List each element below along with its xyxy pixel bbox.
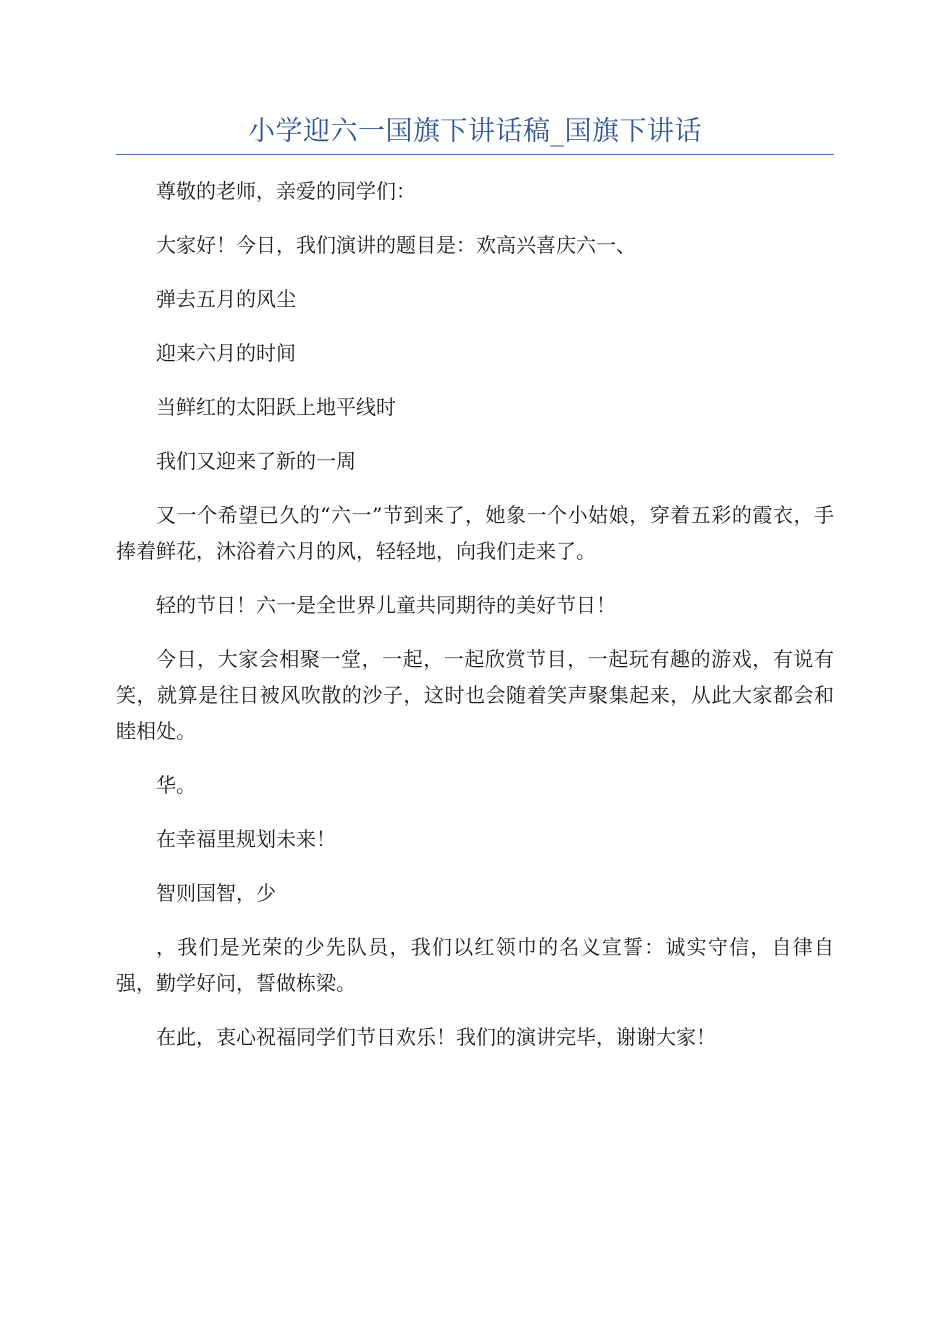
paragraph: 当鲜红的太阳跃上地平线时 — [156, 395, 396, 419]
paragraph: 在此，衷心祝福同学们节日欢乐！我们的演讲完毕，谢谢大家！ — [156, 1025, 716, 1049]
title-underline — [116, 154, 834, 155]
document-body — [116, 173, 834, 1073]
paragraph: 又一个希望已久的“六一”节到来了，她象一个小姑娘，穿着五彩的霞衣，手捧着鲜花，沐浴着六月的风，轻轻地，向我们走来了。 — [116, 503, 834, 563]
paragraph: 在幸福里规划未来！ — [156, 827, 336, 851]
paragraph: 轻的节日！六一是全世界儿童共同期待的美好节日！ — [156, 593, 616, 617]
paragraph: 华。 — [156, 773, 196, 797]
paragraph: 迎来六月的时间 — [156, 341, 296, 365]
paragraph: 弹去五月的风尘 — [156, 287, 296, 311]
paragraph: 尊敬的老师，亲爱的同学们： — [156, 179, 416, 203]
paragraph: ，我们是光荣的少先队员，我们以红领巾的名义宣誓：诚实守信，自律自强，勤学好问，誓做栋梁。 — [116, 935, 834, 995]
paragraph: 今日，大家会相聚一堂，一起，一起欣赏节目，一起玩有趣的游戏，有说有笑，就算是往日被风吹散的沙子，这时也会随着笑声聚集起来，从此大家都会和睦相处。 — [116, 647, 834, 743]
document-title: 小学迎六一国旗下讲话稿_国旗下讲话 — [248, 116, 702, 147]
paragraph: 大家好！今日，我们演讲的题目是：欢高兴喜庆六一、 — [156, 233, 636, 257]
paragraph: 智则国智，少 — [156, 881, 276, 905]
paragraph: 我们又迎来了新的一周 — [156, 449, 356, 473]
